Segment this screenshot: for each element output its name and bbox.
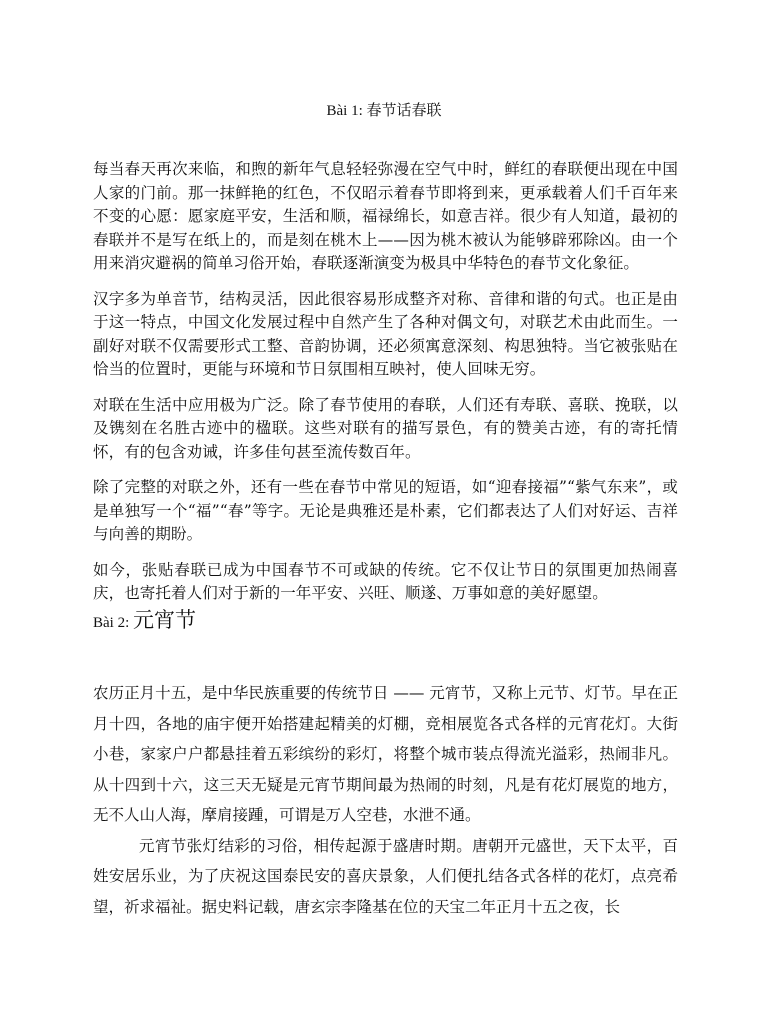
article-1-body	[93, 158, 678, 618]
article-2-title-text: 元宵节	[133, 608, 196, 632]
article-2-body	[93, 678, 678, 922]
article-1-title-text: 春节话春联	[366, 101, 442, 119]
article-1-title-prefix: Bài 1:	[326, 103, 367, 119]
article-1-paragraph: 如今，张贴春联已成为中国春节不可或缺的传统。它不仅让节日的氛围更加热闹喜庆，也寄托着人们对于新的一年平安、兴旺、顺遂、万事如意的美好愿望。	[93, 560, 678, 602]
article-1-paragraph: 对联在生活中应用极为广泛。除了春节使用的春联，人们还有寿联、喜联、挽联，以及镌刻在名胜古迹中的楹联。这些对联有的描写景色，有的赞美古迹，有的寄托情怀，有的包含劝诫，许多佳句甚至流传数百年。	[93, 395, 678, 461]
article-2-paragraph: 农历正月十五，是中华民族重要的传统节日 —— 元宵节，又称上元节、灯节。早在正月十四，各地的庙宇便开始搭建起精美的灯棚，竞相展览各式各样的元宵花灯。大街小巷，家家户户都悬挂着五彩缤纷的彩灯，将整个城市装点得流光溢彩，热闹非凡。从十四到十六，这三天无疑是元宵节期间最为热闹的时刻，凡是有花灯展览的地方，无不人山人海，摩肩接踵，可谓是万人空巷，水泄不通。	[93, 684, 678, 824]
article-1-title	[0, 100, 768, 121]
article-1-paragraph: 除了完整的对联之外，还有一些在春节中常见的短语，如“迎春接福”“紫气东来”，或是单独写一个“福”“春”等字。无论是典雅还是朴素，它们都表达了人们对好运、吉祥与向善的期盼。	[93, 478, 678, 543]
article-1-paragraph: 每当春天再次来临，和煦的新年气息轻轻弥漫在空气中时，鲜红的春联便出现在中国人家的门前。那一抹鲜艳的红色，不仅昭示着春节即将到来，更承载着人们千百年来不变的心愿：愿家庭平安，生活和顺，福禄绵长，如意吉祥。很少有人知道，最初的春联并不是写在纸上的，而是刻在桃木上——因为桃木被认为能够辟邪除凶。由一个用来消灾避祸的简单习俗开始，春联逐渐演变为极具中华特色的春节文化象征。	[93, 160, 678, 272]
article-2-paragraph: 元宵节张灯结彩的习俗，相传起源于盛唐时期。唐朝开元盛世，天下太平，百姓安居乐业，为了庆祝这国泰民安的喜庆景象，人们便扎结各式各样的花灯，点亮希望，祈求福祉。据史料记载，唐玄宗李隆基在位的天宝二年正月十五之夜，长	[93, 836, 678, 916]
article-2-title-prefix: Bài 2:	[93, 615, 133, 631]
article-1-paragraph: 汉字多为单音节，结构灵活，因此很容易形成整齐对称、音律和谐的句式。也正是由于这一特点，中国文化发展过程中自然产生了各种对偶文句，对联艺术由此而生。一副好对联不仅需要形式工整、音韵协调，还必须寓意深刻、构思独特。当它被张贴在恰当的位置时，更能与环境和节日氛围相互映衬，使人回味无穷。	[93, 289, 678, 378]
article-2-title	[93, 606, 196, 637]
